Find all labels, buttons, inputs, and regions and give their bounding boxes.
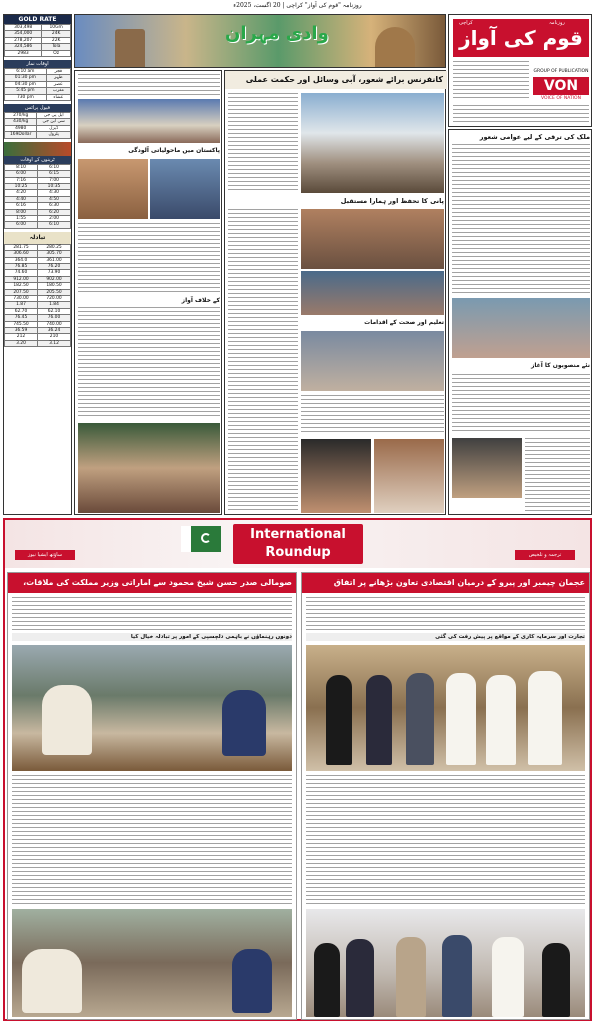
article-text [228,93,298,193]
exchange-rate-cell: 62.70 [5,308,38,314]
article-text [12,597,292,631]
river-inspection-photo [301,93,444,193]
exchange-rate-cell: 280.25 [38,244,71,250]
von-subtitle: VOICE OF NATION [541,96,581,101]
article-text [306,775,585,905]
ajman-chamber-photo [306,645,585,771]
train-time-cell: 6:10 [38,164,71,170]
right-column [448,129,592,515]
train-time-row [5,222,71,228]
exchange-rate-cell: 36.24 [38,328,71,334]
left-column [74,70,222,515]
masthead [448,14,592,127]
exchange-rate-cell: 364.0 [5,257,38,263]
gold-rate-cell: 24K [42,31,71,37]
article-text [12,775,292,905]
exchange-title: تبادلہ [4,232,71,244]
fuel-price-cell: 430/kg [5,119,37,125]
hospital-photo [452,298,590,358]
right-story [301,572,590,1020]
train-time-cell: 6:20 [38,209,71,215]
prayer-title: اوقات نماز [4,60,71,68]
train-time-cell: 10:35 [38,183,71,189]
masthead-text [453,61,529,99]
delegation-photo [12,909,292,1017]
gold-rate-cell: Oz [42,50,71,56]
exchange-rate-row [5,340,71,346]
exchange-rate-cell: 73.90 [38,270,71,276]
portrait-photo [150,159,220,219]
exchange-rate-cell: 3.20 [5,340,38,346]
fuel-price-cell: 4980 [5,125,37,131]
fuel-price-cell: 270/kg [5,113,37,119]
article-text [452,374,590,434]
gold-rate-table [4,24,71,57]
gold-rate-row [5,50,71,56]
fuel-price-cell: ڈیزل [37,125,71,131]
gold-rate-cell: 22K [42,37,71,43]
masthead-address [453,105,589,125]
headline: پانی کا تحفظ اور ہمارا مستقبل [340,197,444,205]
elder-photo [452,438,522,498]
somalia-meeting-photo [12,645,292,771]
fuel-title: فیول پرائس [4,104,71,112]
train-time-cell: 4:50 [38,196,71,202]
roundup-badge-right: ترجمہ و تلخیص [515,550,575,560]
exchange-rate-cell: 76.00 [38,315,71,321]
exchange-rate-cell: 361.00 [38,257,71,263]
prayer-time-cell: 730 pm [5,94,47,100]
masthead-logo: قوم کی آواز [453,19,589,57]
prayer-time-row [5,94,71,100]
prayer-time-cell: عصر [46,81,70,87]
train-time-cell: 6:00 [5,171,38,177]
exchange-rate-cell: 207.50 [5,289,38,295]
portrait-photo [301,439,371,513]
workshop-photo [301,209,444,269]
prayer-time-cell: 04:30 pm [5,81,47,87]
exchange-rate-cell: 62.10 [38,308,71,314]
gold-rate-cell: 354,000 [5,31,42,37]
train-time-cell: 6:00 [5,222,38,228]
prayer-time-cell: عشاء [46,94,70,100]
exchange-rate-cell: 305.70 [38,251,71,257]
article-text [78,307,220,419]
prayer-time-cell: مغرب [46,88,70,94]
exchange-rate-cell: 212 [5,334,38,340]
roundup-badge-left: ساؤتھ ایشیا نیوز [15,550,75,560]
exchange-rate-cell: 306.60 [5,251,38,257]
left-story-headline: صومالی صدر حسن شیخ محمود سے اماراتی وزیر مملکت کی ملاقات، [8,573,296,593]
prayer-time-cell: 5:45 pm [5,88,47,94]
exchange-rate-cell: 740.00 [38,321,71,327]
train-time-cell: 6:15 [38,171,71,177]
train-time-cell: 6:30 [38,203,71,209]
portrait-photo [78,159,148,219]
headline: تعلیم اور صحت کے اقدامات [364,319,444,326]
masthead-city: کراچی [459,20,473,26]
fuel-table [4,112,71,139]
train-time-cell: 8:00 [5,209,38,215]
roundup-title-box [233,524,363,564]
exchange-rate-cell: 210 [38,334,71,340]
exchange-rate-cell: 76.85 [5,263,38,269]
tomb-illustration [115,29,145,67]
exchange-rate-cell: 76.45 [5,315,38,321]
article-text [228,209,298,513]
headline: کے خلاف آواز [181,297,220,304]
train-time-cell: 4:40 [5,196,38,202]
fuel-price-row [5,132,71,138]
exchange-rate-cell: 74.60 [5,270,38,276]
train-time-cell: 7:16 [5,177,38,183]
banner-image [74,14,446,68]
exchange-rate-cell: 3.12 [38,340,71,346]
group-photo [306,909,585,1017]
center-column [224,70,446,515]
prayer-time-cell: فجر [46,69,70,75]
exchange-rate-cell: 180.50 [38,283,71,289]
train-icon [4,142,71,156]
exchange-rate-cell: 205.50 [38,289,71,295]
train-time-cell: 4:30 [38,190,71,196]
trains-title: ٹرینوں کے اوقات [4,156,71,164]
gold-rate-cell: 303,498 [5,25,42,31]
exchange-rate-cell: 76.20 [38,263,71,269]
press-conference-photo [78,423,220,513]
gold-rate-cell: 278,207 [5,37,42,43]
train-time-cell: 8:10 [5,164,38,170]
right-story-headline: عجمان چیمبر اور پیرو کے درمیان اقتصادی تعاون بڑھانے پر اتفاق [302,573,589,593]
exchange-rate-cell: 281.75 [5,244,38,250]
group-photo [78,99,220,143]
masthead-subtitle: روزنامہ [549,20,565,26]
headline-bar [225,71,447,89]
train-time-cell: 4:20 [5,190,38,196]
headline: ملک کی ترقی کے لیے عوامی شعور [479,133,590,141]
exchange-rate-cell: 1.87 [5,302,38,308]
train-time-cell: 10:25 [5,183,38,189]
fuel-price-cell: سی این جی [37,119,71,125]
exchange-rate-cell: 182.50 [5,283,38,289]
headline: نئے منصوبوں کا آغاز [530,362,590,369]
gold-rate-cell: 324,586 [5,44,42,50]
international-roundup [3,518,592,1021]
gold-rate-cell: 2983 [5,50,42,56]
banner-title: وادی مہران [225,23,329,44]
group-label: GROUP OF PUBLICATION [533,69,589,74]
prayer-table [4,68,71,101]
train-time-cell: 1:55 [5,215,38,221]
exchange-rate-cell: 730.00 [5,296,38,302]
exchange-rate-cell: 36.59 [5,328,38,334]
exchange-rate-cell: 902.00 [38,276,71,282]
meeting-photo [301,271,444,315]
right-story-subhead: تجارت اور سرمایہ کاری کے مواقع پر پیش رفت کی گئی [306,633,585,641]
shrine-illustration [375,27,415,67]
article-text [301,395,444,435]
date-line: روزنامہ "قوم کی آواز" کراچی | 20 اگست، 2025ء [233,2,362,9]
train-time-cell: 2:00 [38,215,71,221]
article-text [452,144,590,294]
gold-rate-cell: Tola [42,44,71,50]
exchange-rate-cell: 720.00 [38,296,71,302]
hall-photo [301,331,444,391]
train-time-cell: 7:00 [38,177,71,183]
headline: کانفرنس برائے شعور، آبی وسائل اور حکمت عملی [245,75,443,84]
exchange-rate-cell: 1.84 [38,302,71,308]
left-sidebar [3,14,72,515]
gold-rate-cell: 10Gm [42,25,71,31]
prayer-time-cell: ظہر [46,75,70,81]
exchange-table [4,244,71,348]
headline: پاکستان میں ماحولیاتی آلودگی [128,147,220,154]
article-text [78,223,220,293]
left-story-subhead: دونوں رہنماؤں نے باہمی دلچسپی کے امور پر تبادلہ خیال کیا [12,633,292,641]
article-text [78,74,220,96]
fuel-price-cell: 169Dollar [5,132,37,138]
train-time-cell: 6:16 [5,203,38,209]
portrait-photo [374,439,444,513]
train-time-cell: 6:10 [38,222,71,228]
roundup-header [5,520,590,568]
article-text [306,597,585,631]
pakistan-flag-icon [181,526,221,552]
roundup-title-line-2: Roundup [265,545,331,560]
roundup-title-line-1: International [250,527,346,542]
fuel-price-cell: ایل پی جی [37,113,71,119]
prayer-time-cell: 01:30 pm [5,75,47,81]
article-text [525,438,590,512]
exchange-rate-cell: 912.00 [5,276,38,282]
exchange-rate-cell: 745.50 [5,321,38,327]
prayer-time-cell: 6:10 am [5,69,47,75]
von-logo: VON [533,77,589,95]
fuel-price-cell: پٹرول [37,132,71,138]
gold-rate-title: GOLD RATE [4,15,71,24]
trains-table [4,164,71,229]
left-story [7,572,297,1020]
